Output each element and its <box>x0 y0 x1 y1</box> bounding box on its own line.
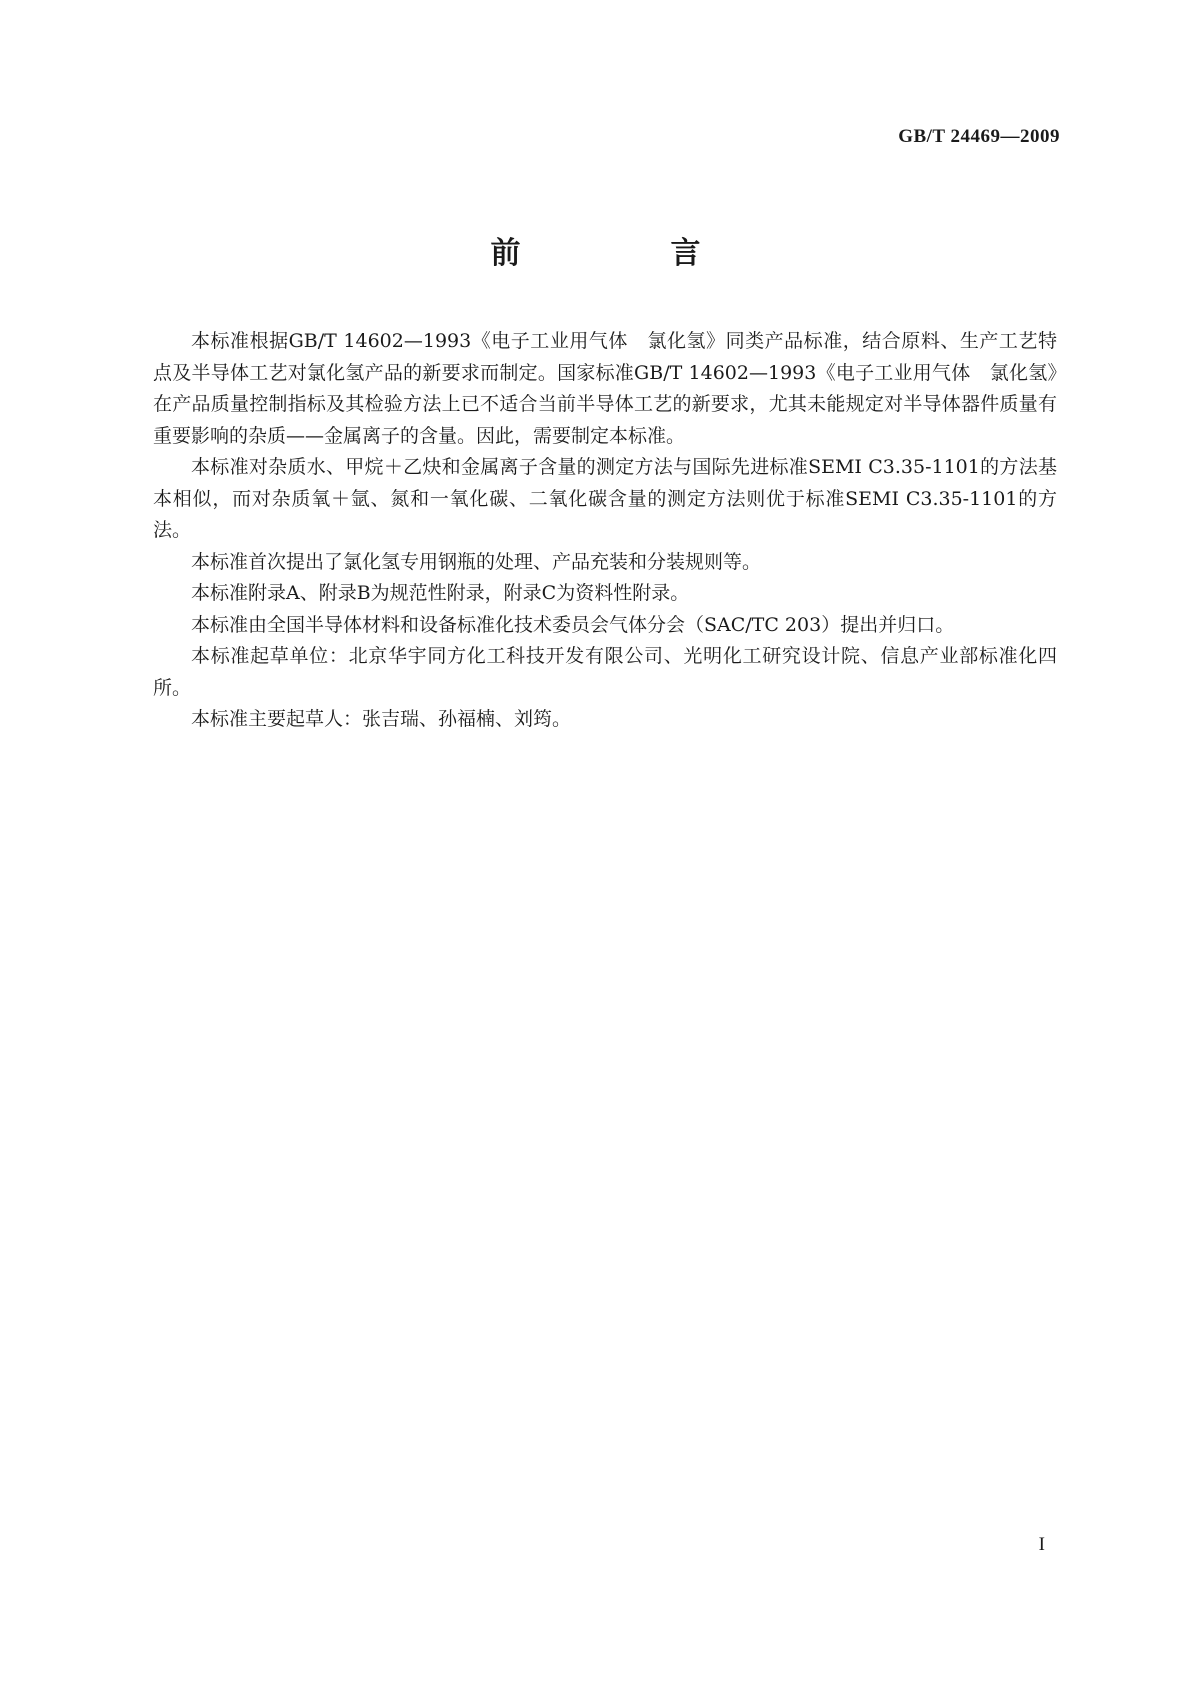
paragraph: 本标准对杂质水、甲烷＋乙炔和金属离子含量的测定方法与国际先进标准SEMI C3.35-1101的方法基本相似，而对杂质氧＋氩、氮和一氧化碳、二氧化碳含量的测定方法则优于标准SEMI C3.35-1101的方法。 <box>153 456 1057 541</box>
paragraph: 本标准主要起草人：张吉瑞、孙福楠、刘筠。 <box>191 708 572 730</box>
page-number: I <box>1038 1534 1045 1555</box>
paragraph: 本标准附录A、附录B为规范性附录，附录C为资料性附录。 <box>191 582 690 604</box>
paragraph: 本标准根据GB/T 14602—1993《电子工业用气体 氯化氢》同类产品标准，结合原料、生产工艺特点及半导体工艺对氯化氢产品的新要求而制定。国家标准GB/T 14602—1993《电子工业用气体 氯化氢》在产品质量控制指标及其检验方法上已不适合当前半导体工艺的新要求，尤其未能规定对半导体器件质量有重要影响的杂质——金属离子的含量。因此，需要制定本标准。 <box>153 330 1057 447</box>
page-title: 前 言 <box>490 236 761 271</box>
paragraph: 本标准起草单位：北京华宇同方化工科技开发有限公司、光明化工研究设计院、信息产业部标准化四所。 <box>153 645 1057 699</box>
standard-code: GB/T 24469—2009 <box>898 126 1060 147</box>
paragraph: 本标准首次提出了氯化氢专用钢瓶的处理、产品充装和分装规则等。 <box>191 550 762 573</box>
paragraph: 本标准由全国半导体材料和设备标准化技术委员会气体分会（SAC/TC 203）提出并归口。 <box>191 613 955 636</box>
foreword-body <box>153 326 1057 736</box>
